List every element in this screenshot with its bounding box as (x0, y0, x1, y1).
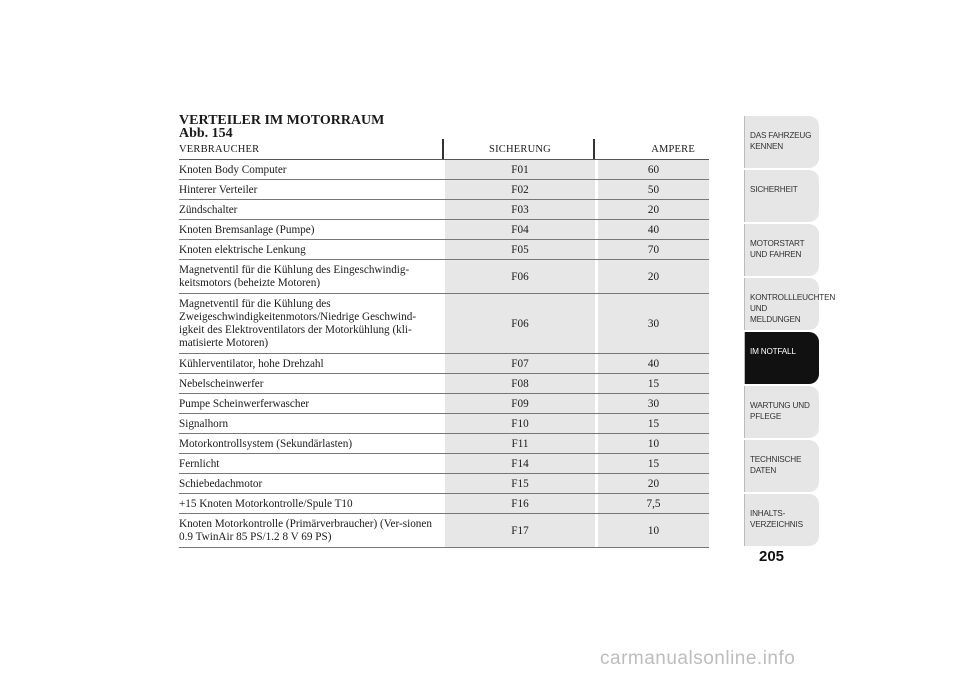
table-row (179, 494, 709, 514)
cell-consumer: Pumpe Scheinwerferwascher (179, 397, 310, 410)
table-row (179, 220, 709, 240)
cell-consumer: +15 Knoten Motorkontrolle/Spule T10 (179, 497, 353, 510)
cell-ampere: 15 (598, 374, 709, 393)
cell-consumer: Kühlerventilator, hohe Drehzahl (179, 357, 324, 370)
cell-ampere: 20 (598, 260, 709, 293)
cell-fuse: F08 (445, 374, 595, 393)
table-row (179, 474, 709, 494)
cell-consumer: Hinterer Verteiler (179, 183, 258, 196)
cell-ampere: 40 (598, 220, 709, 239)
page-number: 205 (759, 548, 785, 565)
table-row (179, 454, 709, 474)
cell-ampere: 30 (598, 394, 709, 413)
chapter-tab[interactable] (744, 440, 819, 492)
cell-consumer: Fernlicht (179, 457, 220, 470)
header-fuse: SICHERUNG (489, 143, 551, 155)
chapter-tabs (744, 116, 836, 548)
cell-ampere: 70 (598, 240, 709, 259)
chapter-tab-label: DAS FAHRZEUG KENNEN (750, 131, 812, 151)
watermark: carmanualsonline.info (600, 648, 796, 669)
cell-consumer: Nebelscheinwerfer (179, 377, 264, 390)
figure-reference: Abb. 154 (179, 126, 233, 141)
cell-consumer: Motorkontrollsystem (Sekundärlasten) (179, 437, 353, 450)
cell-fuse: F04 (445, 220, 595, 239)
chapter-tab-label: KONTROLLLEUCHTEN UND MELDUNGEN (750, 293, 836, 324)
fuse-table (179, 139, 709, 548)
header-consumer: VERBRAUCHER (179, 144, 260, 155)
table-row (179, 414, 709, 434)
table-row (179, 514, 709, 548)
table-row (179, 354, 709, 374)
section-heading (179, 114, 384, 140)
chapter-tab[interactable] (744, 224, 819, 276)
chapter-tab[interactable] (744, 278, 836, 330)
cell-ampere: 20 (598, 200, 709, 219)
chapter-tab-label: WARTUNG UND PFLEGE (750, 401, 810, 421)
cell-fuse: F14 (445, 454, 595, 473)
cell-consumer: Magnetventil für die Kühlung des Zweigeschwindigkeitenmotors/Niedrige Geschwind-igkeit des Elektroventilators der Motorkühlung (kli-matisierte Motoren) (179, 298, 417, 349)
chapter-tab[interactable] (744, 332, 819, 384)
cell-ampere: 40 (598, 354, 709, 373)
cell-fuse: F11 (445, 434, 595, 453)
cell-ampere: 60 (598, 160, 709, 179)
chapter-tab-label: MOTORSTART UND FAHREN (750, 239, 805, 259)
table-row (179, 374, 709, 394)
chapter-tab[interactable] (744, 170, 819, 222)
header-ampere: AMPERE (651, 143, 695, 155)
cell-ampere: 30 (598, 294, 709, 353)
cell-ampere: 15 (598, 454, 709, 473)
cell-fuse: F06 (445, 260, 595, 293)
table-row (179, 240, 709, 260)
cell-fuse: F06 (445, 294, 595, 353)
cell-fuse: F07 (445, 354, 595, 373)
chapter-tab[interactable] (744, 116, 819, 168)
cell-ampere: 15 (598, 414, 709, 433)
cell-consumer: Schiebedachmotor (179, 477, 263, 490)
table-row (179, 434, 709, 454)
cell-fuse: F01 (445, 160, 595, 179)
cell-ampere: 7,5 (598, 494, 709, 513)
table-header (179, 139, 709, 160)
table-row (179, 394, 709, 414)
chapter-tab[interactable] (744, 494, 819, 546)
cell-ampere: 10 (598, 514, 709, 547)
cell-fuse: F09 (445, 394, 595, 413)
cell-consumer: Knoten Body Computer (179, 163, 287, 176)
chapter-tab-label: INHALTS-VERZEICHNIS (750, 509, 803, 529)
table-row (179, 294, 709, 354)
table-row (179, 200, 709, 220)
section-title: VERTEILER IM MOTORRAUM (179, 113, 385, 128)
table-row (179, 160, 709, 180)
cell-consumer: Zündschalter (179, 203, 238, 216)
chapter-tab-label: SICHERHEIT (750, 185, 798, 194)
cell-fuse: F02 (445, 180, 595, 199)
chapter-tab-label: IM NOTFALL (750, 347, 796, 356)
cell-ampere: 10 (598, 434, 709, 453)
cell-ampere: 20 (598, 474, 709, 493)
table-body (179, 160, 709, 548)
cell-consumer: Knoten elektrische Lenkung (179, 243, 306, 256)
cell-fuse: F03 (445, 200, 595, 219)
cell-consumer: Knoten Bremsanlage (Pumpe) (179, 223, 315, 236)
cell-consumer: Knoten Motorkontrolle (Primärverbraucher) (Ver-sionen 0.9 TwinAir 85 PS/1.2 8 V 69 PS) (179, 518, 432, 543)
cell-consumer: Magnetventil für die Kühlung des Eingeschwindig-keitsmotors (beheizte Motoren) (179, 264, 410, 289)
table-row (179, 180, 709, 200)
chapter-tab[interactable] (744, 386, 819, 438)
cell-fuse: F15 (445, 474, 595, 493)
cell-consumer: Signalhorn (179, 417, 229, 430)
cell-ampere: 50 (598, 180, 709, 199)
chapter-tab-label: TECHNISCHE DATEN (750, 455, 802, 475)
cell-fuse: F16 (445, 494, 595, 513)
table-row (179, 260, 709, 294)
cell-fuse: F10 (445, 414, 595, 433)
cell-fuse: F17 (445, 514, 595, 547)
cell-fuse: F05 (445, 240, 595, 259)
